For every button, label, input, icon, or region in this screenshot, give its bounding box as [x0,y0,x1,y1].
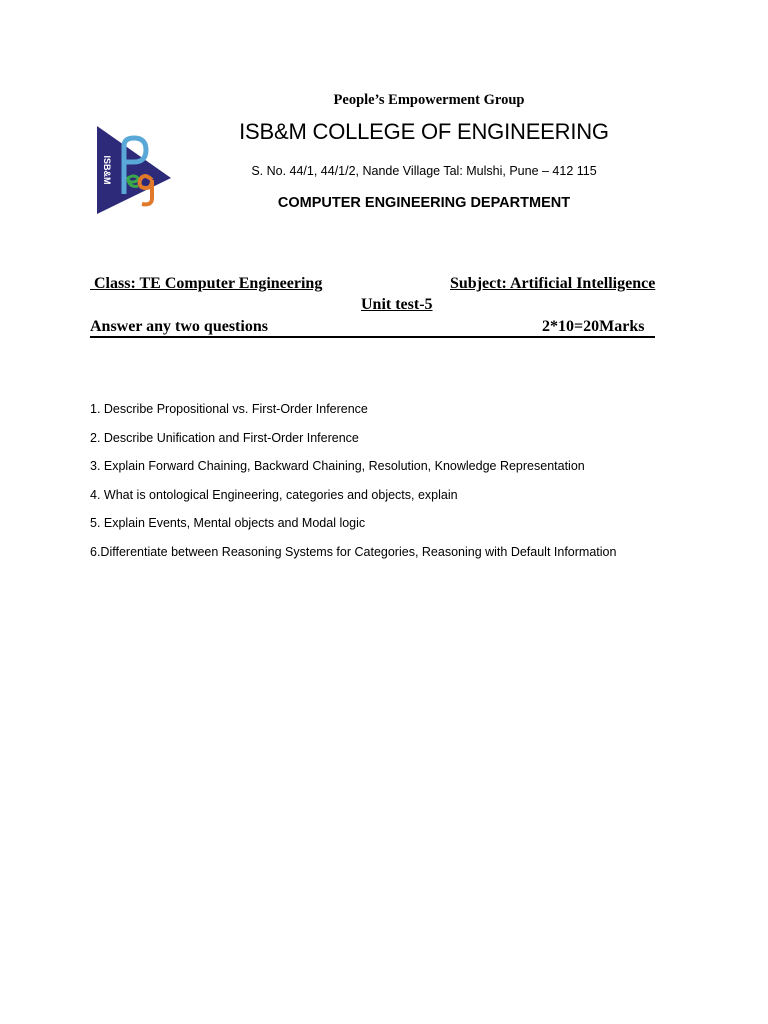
instruction-text: Answer any two questions [90,318,268,335]
question-list [90,400,730,571]
marks-text: 2*10=20Marks [542,318,645,335]
question-item: 6.Differentiate between Reasoning Systems for Categories, Reasoning with Default Information [90,544,617,559]
department-name: COMPUTER ENGINEERING DEPARTMENT [277,195,571,211]
question-item: 3. Explain Forward Chaining, Backward Chaining, Resolution, Knowledge Representation [90,459,585,473]
question-item: 5. Explain Events, Mental objects and Modal logic [90,516,366,530]
college-name: ISB&M COLLEGE OF ENGINEERING [239,119,609,144]
college-address: S. No. 44/1, 44/1/2, Nande Village Tal: Mulshi, Pune – 412 115 [251,164,597,178]
subject-label: Subject: Artificial Intelligence [450,275,656,292]
header-underline [90,336,655,338]
class-label: Class: TE Computer Engineering [90,275,323,292]
logo-lettering: ISB&M [102,155,112,185]
group-name: People’s Empowerment Group [333,92,525,108]
question-item: 1. Describe Propositional vs. First-Order Inference [90,402,368,416]
unit-test-label: Unit test-5 [361,296,433,313]
question-item: 2. Describe Unification and First-Order Inference [90,430,359,445]
question-item: 4. What is ontological Engineering, categories and objects, explain [90,487,458,502]
